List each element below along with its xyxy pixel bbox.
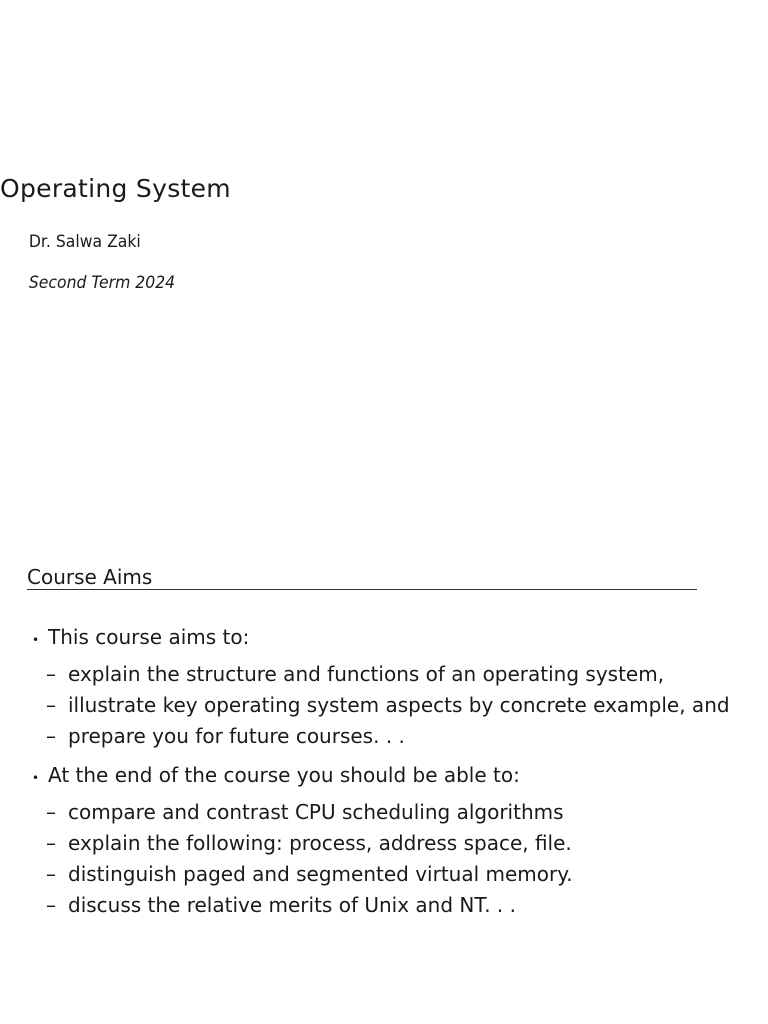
dash-icon: – [46, 693, 56, 717]
bullet-icon: • [32, 771, 40, 785]
sub-item-text: discuss the relative merits of Unix and NT. . . [68, 893, 516, 917]
dash-icon: – [46, 831, 56, 855]
sub-item-text: prepare you for future courses. . . [68, 724, 405, 748]
dash-icon: – [46, 800, 56, 824]
sub-list [32, 797, 752, 921]
sub-list-item [32, 721, 752, 752]
group-spacer [32, 752, 752, 760]
bullet-text: At the end of the course you should be able to: [48, 763, 520, 787]
sub-list [32, 659, 752, 752]
dash-icon: – [46, 862, 56, 886]
bullet-text: This course aims to: [48, 625, 250, 649]
sub-item-text: explain the structure and functions of an operating system, [68, 662, 665, 686]
document-term: Second Term 2024 [28, 273, 176, 293]
section-heading-course-aims: Course Aims [27, 565, 697, 590]
sub-list-item [32, 659, 752, 690]
sub-item-text: explain the following: process, address space, file. [68, 831, 572, 855]
sub-item-text: compare and contrast CPU scheduling algorithms [68, 800, 564, 824]
bullet-item [32, 622, 752, 656]
sub-item-text: distinguish paged and segmented virtual memory. [68, 862, 573, 886]
dash-icon: – [46, 893, 56, 917]
sub-list-item [32, 828, 752, 859]
bullet-icon: • [32, 633, 40, 647]
sub-list-item [32, 890, 752, 921]
dash-icon: – [46, 662, 56, 686]
sub-list-item [32, 690, 752, 721]
course-aims-content [32, 622, 752, 921]
sub-list-item [32, 859, 752, 890]
sub-item-text: illustrate key operating system aspects by concrete example, and [68, 693, 730, 717]
sub-list-item [32, 797, 752, 828]
bullet-item [32, 760, 752, 794]
dash-icon: – [46, 724, 56, 748]
document-author: Dr. Salwa Zaki [28, 232, 141, 252]
document-title: Operating System [0, 174, 231, 203]
